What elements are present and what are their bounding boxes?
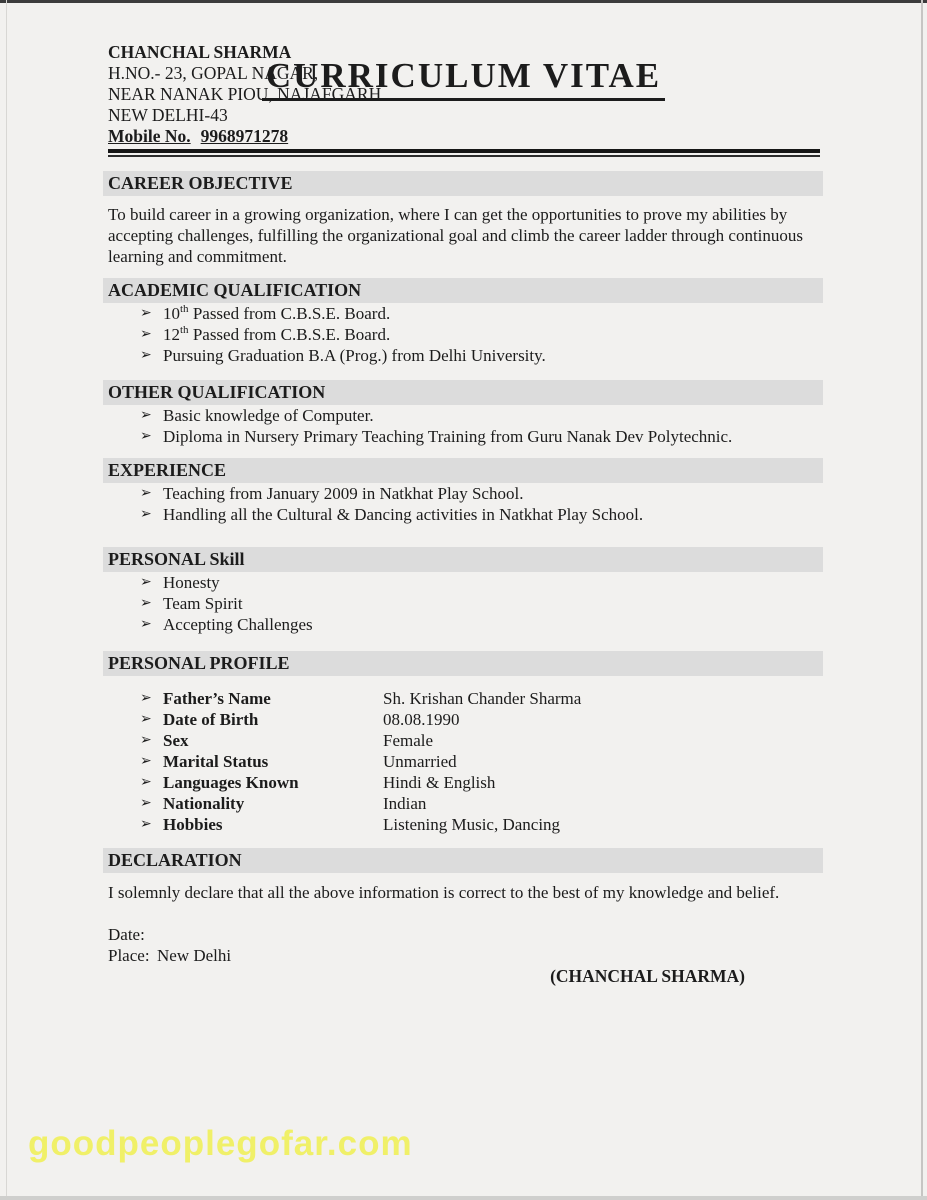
profile-label: Sex xyxy=(163,731,189,750)
arrow-bullet-icon: ➢ xyxy=(140,429,152,444)
profile-value: Hindi & English xyxy=(383,773,496,792)
arrow-bullet-icon: ➢ xyxy=(140,306,152,321)
section-heading: CAREER OBJECTIVE xyxy=(103,171,823,196)
list-item-text: Teaching from January 2009 in Natkhat Play School. xyxy=(163,484,524,503)
section-heading: OTHER QUALIFICATION xyxy=(103,380,823,405)
place-value: New Delhi xyxy=(157,946,232,965)
section-heading: DECLARATION xyxy=(103,848,823,873)
personal-skill-list xyxy=(108,572,820,635)
arrow-bullet-icon: ➢ xyxy=(140,348,152,363)
scan-edge-left xyxy=(6,0,7,1200)
ordinal-suffix: th xyxy=(180,303,189,315)
header-divider-rule xyxy=(108,149,820,157)
address-line: H.NO.- 23, GOPAL NAGAR, xyxy=(108,63,319,83)
profile-label: Date of Birth xyxy=(163,710,259,729)
watermark-site-url: goodpeoplegofar.com xyxy=(28,1124,413,1163)
mobile-number: 9968971278 xyxy=(200,126,289,146)
page-title: CURRICULUM VITAE xyxy=(262,56,665,101)
date-row xyxy=(108,924,820,945)
date-label: Date: xyxy=(108,925,145,944)
list-item xyxy=(140,303,820,324)
list-item xyxy=(140,405,820,426)
list-item xyxy=(140,483,820,504)
profile-label: Nationality xyxy=(163,794,245,813)
item-text-part: 12 xyxy=(163,325,180,344)
personal-profile-rows xyxy=(108,688,820,835)
declaration-paragraph: I solemnly declare that all the above information is correct to the best of my knowledge and belief. xyxy=(108,883,780,902)
profile-label: Languages Known xyxy=(163,773,299,792)
section-heading: EXPERIENCE xyxy=(103,458,823,483)
arrow-bullet-icon: ➢ xyxy=(140,617,152,632)
profile-value: Sh. Krishan Chander Sharma xyxy=(383,689,582,708)
mobile-line xyxy=(108,126,820,147)
arrow-bullet-icon: ➢ xyxy=(140,775,152,790)
profile-value: Listening Music, Dancing xyxy=(383,815,561,834)
list-item xyxy=(140,426,820,447)
list-item-text: Handling all the Cultural & Dancing activities in Natkhat Play School. xyxy=(163,505,644,524)
arrow-bullet-icon: ➢ xyxy=(140,817,152,832)
list-item xyxy=(140,614,820,635)
scan-edge-right xyxy=(921,0,923,1200)
list-item-text: Diploma in Nursery Primary Teaching Training from Guru Nanak Dev Polytechnic. xyxy=(163,427,733,446)
list-item xyxy=(140,572,820,593)
arrow-bullet-icon: ➢ xyxy=(140,575,152,590)
section-heading: PERSONAL PROFILE xyxy=(103,651,823,676)
section-experience xyxy=(108,458,820,525)
section-heading: PERSONAL Skill xyxy=(103,547,823,572)
profile-row xyxy=(108,751,820,772)
profile-row xyxy=(108,772,820,793)
place-label: Place: xyxy=(108,946,150,965)
item-text-part: Passed from C.B.S.E. Board. xyxy=(188,304,391,323)
address-line: NEW DELHI-43 xyxy=(108,105,228,125)
profile-label: Hobbies xyxy=(163,815,223,834)
profile-row xyxy=(108,814,820,835)
list-item xyxy=(140,593,820,614)
list-item xyxy=(140,345,820,366)
list-item-text: Team Spirit xyxy=(163,594,243,613)
section-personal-skill xyxy=(108,547,820,635)
arrow-bullet-icon: ➢ xyxy=(140,596,152,611)
profile-value: Unmarried xyxy=(383,752,457,771)
section-declaration xyxy=(108,848,820,987)
list-item-text: Accepting Challenges xyxy=(163,615,313,634)
profile-row xyxy=(108,793,820,814)
profile-label: Marital Status xyxy=(163,752,269,771)
arrow-bullet-icon: ➢ xyxy=(140,712,152,727)
document-body xyxy=(108,0,820,987)
list-item xyxy=(140,324,820,345)
profile-row xyxy=(108,730,820,751)
profile-value: Indian xyxy=(383,794,427,813)
academic-list xyxy=(108,303,820,366)
mobile-label: Mobile No. xyxy=(108,126,191,146)
section-academic-qualification xyxy=(108,278,820,366)
scan-edge-bottom xyxy=(0,1196,927,1200)
list-item-text: Honesty xyxy=(163,573,220,592)
experience-list xyxy=(108,483,820,525)
address-line: NEAR NANAK PIOU, NAJAFGARH xyxy=(108,84,382,104)
list-item-text xyxy=(163,345,820,366)
item-text-part: Pursuing Graduation B.A (Prog.) from Delhi University. xyxy=(163,346,546,365)
item-text-part: 10 xyxy=(163,304,180,323)
arrow-bullet-icon: ➢ xyxy=(140,733,152,748)
arrow-bullet-icon: ➢ xyxy=(140,507,152,522)
career-objective-paragraph: To build career in a growing organization, where I can get the opportunities to prove my abilities by accepting challenges, fulfilling the organizational goal and climb the career ladder through continuous learning and commitment. xyxy=(108,205,804,266)
list-item-text xyxy=(163,324,820,345)
list-item-text xyxy=(163,303,820,324)
arrow-bullet-icon: ➢ xyxy=(140,327,152,342)
contact-header xyxy=(108,42,820,157)
other-qualification-list xyxy=(108,405,820,447)
item-text-part: Passed from C.B.S.E. Board. xyxy=(188,325,391,344)
profile-label: Father’s Name xyxy=(163,689,271,708)
profile-value: Female xyxy=(383,731,434,750)
ordinal-suffix: th xyxy=(180,324,189,336)
signature-name: (CHANCHAL SHARMA) xyxy=(550,966,745,986)
arrow-bullet-icon: ➢ xyxy=(140,796,152,811)
arrow-bullet-icon: ➢ xyxy=(140,691,152,706)
date-place-block xyxy=(108,924,820,987)
arrow-bullet-icon: ➢ xyxy=(140,754,152,769)
section-other-qualification xyxy=(108,380,820,447)
candidate-name: CHANCHAL SHARMA xyxy=(108,42,292,62)
profile-row xyxy=(108,688,820,709)
profile-row xyxy=(108,709,820,730)
arrow-bullet-icon: ➢ xyxy=(140,486,152,501)
arrow-bullet-icon: ➢ xyxy=(140,408,152,423)
section-heading: ACADEMIC QUALIFICATION xyxy=(103,278,823,303)
list-item-text: Basic knowledge of Computer. xyxy=(163,406,374,425)
section-career-objective xyxy=(108,171,820,267)
place-row xyxy=(108,945,820,966)
list-item xyxy=(140,504,820,525)
section-personal-profile xyxy=(108,651,820,835)
profile-value: 08.08.1990 xyxy=(383,710,460,729)
